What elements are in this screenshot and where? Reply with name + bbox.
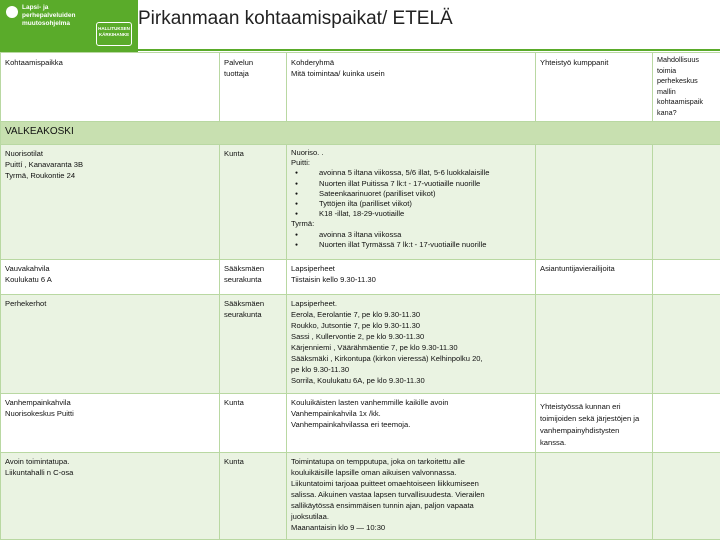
row-target: Lapsiperheet. Eerola, Eerolantie 7, pe klo 9.30-11.30 Roukko, Jutsontie 7, pe klo 9.30-11.30 Sassi , Kullervontie 2, pe klo 9.30-11.30 Kärjenniemi , Väärähmäentie 7, pe klo 9.30-11.30 Sääksmäki , Kirkontupa (kirkon vieressä) Kelhinpolku 20, pe klo 9.30-11.30 Sorrila, Koulukatu 6A, pe klo 9.30-11.30 — [287, 295, 536, 394]
meeting-places-table — [0, 52, 720, 540]
section-title: VALKEAKOSKI — [1, 122, 720, 145]
list-item: ● Nuorten illat Puitissa 7 lk:t - 17-vuotiaille nuorille — [319, 179, 531, 189]
list-item: ● Sateenkaarinuoret (parilliset viikot) — [319, 189, 531, 199]
row-partners — [536, 453, 653, 540]
row-target: Kouluikäisten lasten vanhemmille kaikille avoin Vanhempainkahvila 1x /kk. Vanhempainkahvilassa eri teemoja. — [287, 394, 536, 453]
row-place: Nuorisotilat Puittí , Kanavaranta 3B Tyrmä, Roukontie 24 — [1, 145, 220, 260]
table-row — [1, 453, 720, 540]
list-item: ● avoinna 5 iltana viikossa, 5/6 illat, 5-6 luokkalaisille — [319, 168, 531, 178]
program-logo — [0, 0, 138, 52]
list-item: ● Tyttöjen ilta (parilliset viikot) — [319, 199, 531, 209]
row-possibility — [653, 394, 720, 453]
row-place: Vanhempainkahvila Nuorisokeskus Puitti — [1, 394, 220, 453]
slide-header — [0, 0, 720, 52]
header-mahdollisuus: Mahdollisuus toimia perhekeskus mallin kohtaamispaik kana? — [653, 53, 720, 122]
row-place: Vauvakahvila Koulukatu 6 A — [1, 260, 220, 295]
row-partners — [536, 295, 653, 394]
section-row — [1, 122, 720, 145]
table-row — [1, 145, 720, 260]
row-provider: Kunta — [220, 394, 287, 453]
header-palvelun-tuottaja: Palvelun tuottaja — [220, 53, 287, 122]
header-divider — [138, 49, 720, 51]
logo-mark-icon — [6, 6, 18, 18]
page-title: Pirkanmaan kohtaamispaikat/ ETELÄ — [138, 8, 453, 29]
row-partners: Asiantuntijavierailijoita — [536, 260, 653, 295]
header-yhteistyo: Yhteistyö kumppanit — [536, 53, 653, 122]
row-partners: Yhteistyössä kunnan eri toimijoiden sekä järjestöjen ja vanhempainyhdistysten kanssa. — [536, 394, 653, 453]
table-header-row — [1, 53, 720, 122]
table-row — [1, 394, 720, 453]
row-target: Lapsiperheet Tiistaisin kello 9.30-11.30 — [287, 260, 536, 295]
row-place: Perhekerhot — [1, 295, 220, 394]
row-possibility — [653, 145, 720, 260]
table-row — [1, 260, 720, 295]
row-partners — [536, 145, 653, 260]
row-provider: Kunta — [220, 145, 287, 260]
logo-badge: HALLITUKSEN KÄRKIHANKE — [96, 22, 132, 46]
logo-name: Lapsi- ja perhepalveluiden muutosohjelma — [22, 4, 76, 27]
row-target: Toimintatupa on tempputupa, joka on tarkoitettu alle kouluikäisille lapsille oman aikuisen valvonnassa. Liikuntatoimi tarjoaa puitteet omaehtoiseen liikkumiseen salissa. Aikuinen vastaa lapsen turvallisuudesta. Vierailen sallikäytössä ensimmäisen tunnin ajan, paljon vapaata juoksutilaa. Maanantaisin klo 9 — 10:30 — [287, 453, 536, 540]
row-possibility — [653, 453, 720, 540]
row-target: Nuoriso. . Puitti: ● avoinna 5 iltana viikossa, 5/6 illat, 5-6 luokkalaisille ● Nuorten illat Puitissa 7 lk:t - 17-vuotiaille nuorille ● Sateenkaarinuoret (parilliset viikot) ● Tyttöjen ilta (parilliset viikot) ● K18 -illat, 18-29-vuotiaille Tyrmä: ● avoinna 3 iltana viikossa ● Nuorten illat Tyrmässä 7 lk:t - 17-vuotiaille nuorille — [287, 145, 536, 260]
table-row — [1, 295, 720, 394]
row-possibility — [653, 260, 720, 295]
header-kohderyhma: Kohderyhmä Mitä toimintaa/ kuinka usein — [287, 53, 536, 122]
list-item: ● Nuorten illat Tyrmässä 7 lk:t - 17-vuotiaille nuorille — [319, 240, 531, 250]
header-kohtaamispaikka: Kohtaamispaikka — [1, 53, 220, 122]
list-item: ● K18 -illat, 18-29-vuotiaille — [319, 209, 531, 219]
row-provider: Sääksmäen seurakunta — [220, 295, 287, 394]
row-provider: Sääksmäen seurakunta — [220, 260, 287, 295]
row-place: Avoin toimintatupa. Liikuntahalli n C-osa — [1, 453, 220, 540]
list-item: ● avoinna 3 iltana viikossa — [319, 230, 531, 240]
row-possibility — [653, 295, 720, 394]
row-provider: Kunta — [220, 453, 287, 540]
